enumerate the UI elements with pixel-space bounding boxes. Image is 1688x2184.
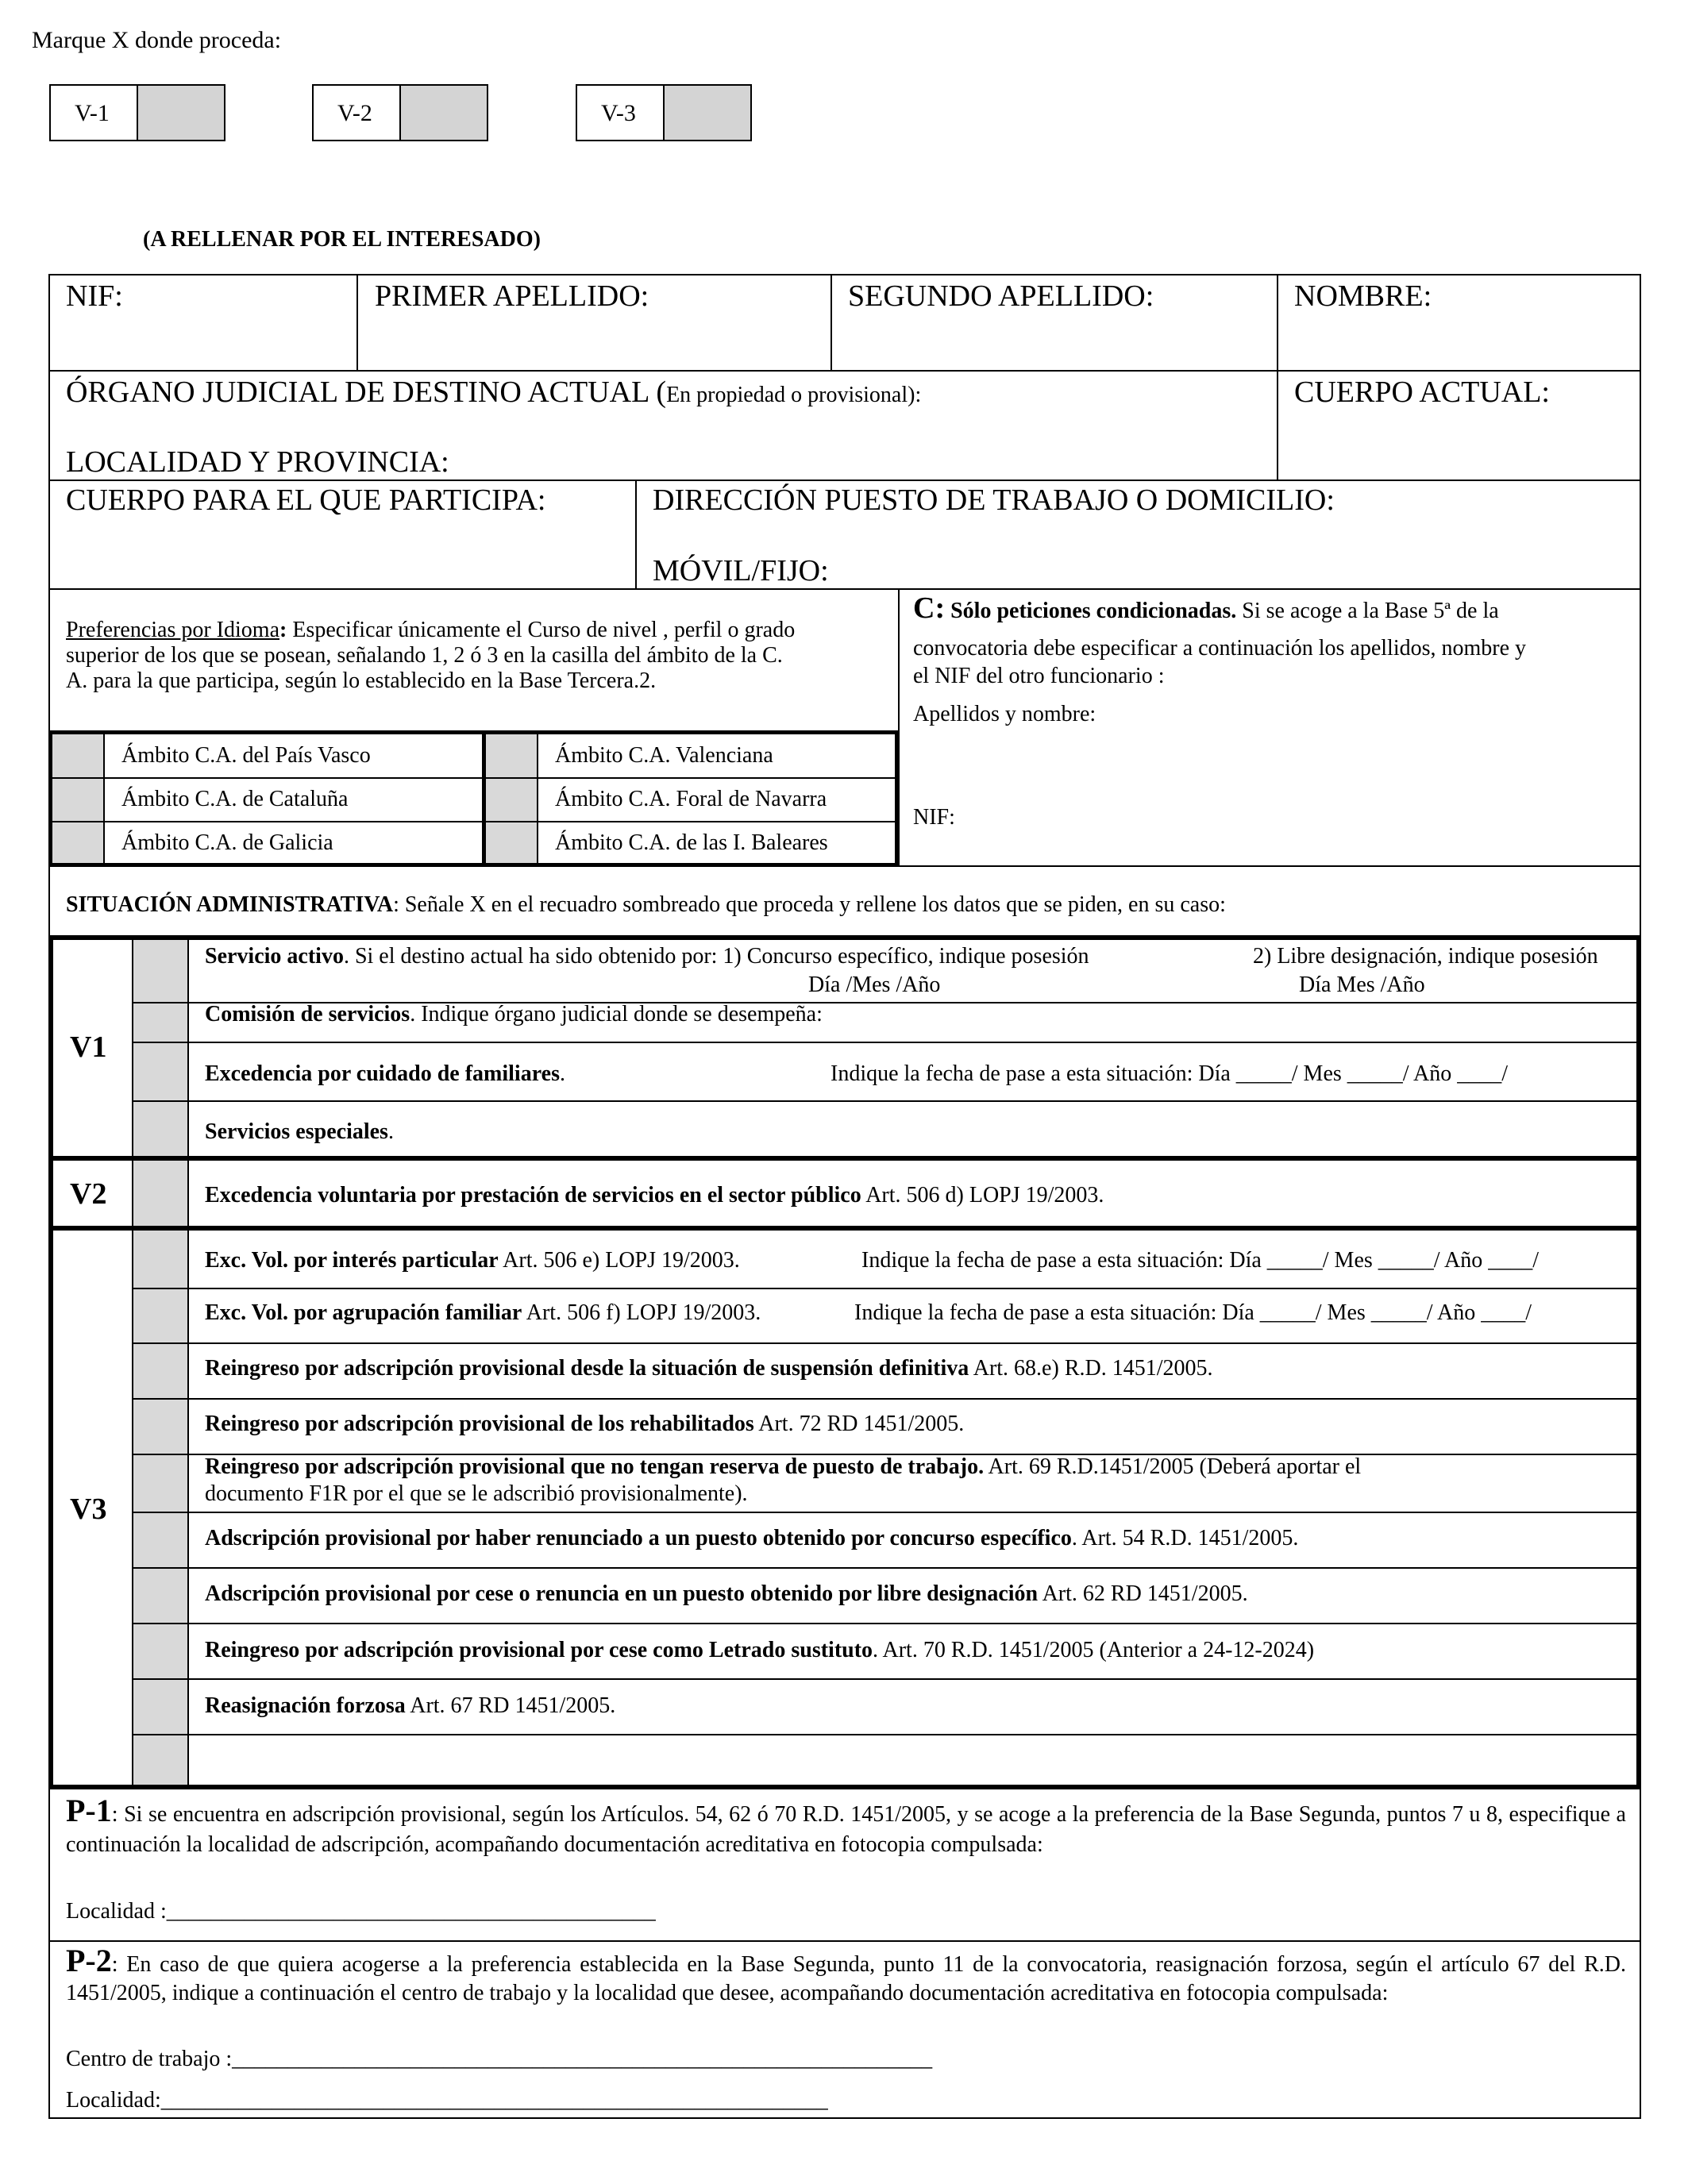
v3-box-empty[interactable] [133, 1735, 187, 1785]
v3-box-sin-reserva[interactable] [133, 1455, 187, 1512]
v3-row4-bold: Reingreso por adscripción provisional que no tengan reserva de puesto de trabajo. [205, 1454, 985, 1479]
v2-bold: Excedencia voluntaria por prestación de servicios en el sector público [205, 1183, 861, 1208]
cuerpo-participa-field[interactable]: CUERPO PARA EL QUE PARTICIPA: [66, 483, 546, 517]
checkbox-v1[interactable] [49, 84, 225, 141]
v3-row-agrupacion-familiar [205, 1300, 761, 1326]
v1-libre-designacion: 2) Libre designación, indique posesión [1253, 944, 1598, 969]
condicionadas-nif-field[interactable]: NIF: [913, 805, 955, 830]
v1-box-comision[interactable] [133, 1003, 187, 1042]
idioma-box-cataluna[interactable] [52, 779, 103, 821]
v3-box-concurso-especifico[interactable] [133, 1513, 187, 1567]
v1-servicio-bold: Servicio activo [205, 944, 344, 969]
v3-row2-text: Art. 68.e) R.D. 1451/2005. [969, 1356, 1213, 1381]
v3-row5-text: . Art. 54 R.D. 1451/2005. [1071, 1526, 1299, 1550]
v3-row-concurso-especifico [205, 1526, 1298, 1551]
instruction-text: Marque X donde proceda: [32, 27, 282, 53]
checkbox-v1-box[interactable] [138, 86, 224, 140]
ambito-navarra: Ámbito C.A. Foral de Navarra [555, 787, 827, 811]
v3-row1-fecha[interactable]: Indique la fecha de pase a esta situación: Día _____/ Mes _____/ Año ____/ [854, 1300, 1532, 1325]
v3-row0-bold: Exc. Vol. por interés particular [205, 1248, 499, 1273]
primer-apellido-field[interactable]: PRIMER APELLIDO: [375, 279, 649, 313]
idioma-box-pais-vasco[interactable] [52, 734, 103, 777]
condicionadas-text2: convocatoria debe especificar a continuación los apellidos, nombre y [913, 636, 1527, 661]
v3-row-interes-particular [205, 1248, 740, 1273]
v3-row-sin-reserva [205, 1454, 1361, 1480]
v1-especiales-bold: Servicios especiales [205, 1119, 388, 1144]
v1-label: V1 [70, 1030, 107, 1064]
checkbox-v3-label: V-3 [577, 86, 665, 140]
p2-text [66, 1943, 1626, 2008]
condicionadas-title: Sólo peticiones condicionadas. [945, 599, 1237, 623]
checkbox-v3[interactable] [576, 84, 752, 141]
ambito-galicia: Ámbito C.A. de Galicia [121, 830, 333, 855]
v1-box-servicio-activo[interactable] [133, 940, 187, 1002]
v1-excedencia [205, 1061, 565, 1087]
ambito-valenciana: Ámbito C.A. Valenciana [555, 743, 773, 768]
checkbox-v2-box[interactable] [401, 86, 487, 140]
v3-row1-bold: Exc. Vol. por agrupación familiar [205, 1300, 522, 1325]
organo-field[interactable] [66, 376, 921, 410]
v3-box-reasignacion[interactable] [133, 1680, 187, 1734]
organo-note: En propiedad o provisional): [666, 383, 922, 407]
v3-row2-bold: Reingreso por adscripción provisional desde la situación de suspensión definitiva [205, 1356, 969, 1381]
condicionadas-apellidos-field[interactable]: Apellidos y nombre: [913, 702, 1096, 726]
checkbox-v3-box[interactable] [665, 86, 750, 140]
v1-servicio-text: . Si el destino actual ha sido obtenido por: 1) Concurso específico, indique posesión [343, 944, 1089, 969]
v3-row-suspension [205, 1356, 1213, 1381]
v3-row4-text2: documento F1R por el que se le adscribió provisionalmente). [205, 1481, 748, 1506]
p2-localidad-field[interactable]: Localidad:____________________________________________________________ [66, 2088, 828, 2113]
v3-box-suspension[interactable] [133, 1344, 187, 1398]
v3-row7-text: . Art. 70 R.D. 1451/2005 (Anterior a 24-12-2024) [873, 1638, 1315, 1662]
v3-label: V3 [70, 1493, 107, 1526]
idioma-text1: Especificar únicamente el Curso de nivel , perfil o grado [287, 618, 796, 642]
idioma-box-baleares[interactable] [486, 822, 537, 863]
v2-box[interactable] [133, 1161, 187, 1226]
v3-box-rehabilitados[interactable] [133, 1400, 187, 1454]
segundo-apellido-field[interactable]: SEGUNDO APELLIDO: [848, 279, 1154, 313]
organo-label: ÓRGANO JUDICIAL DE DESTINO ACTUAL ( [66, 376, 667, 409]
ambito-cataluna: Ámbito C.A. de Cataluña [121, 787, 349, 811]
v2-text: Art. 506 d) LOPJ 19/2003. [861, 1183, 1104, 1208]
p2-centro-field[interactable]: Centro de trabajo :_______________________________________________________________ [66, 2047, 933, 2071]
p1-localidad-field[interactable]: Localidad :____________________________________________ [66, 1899, 656, 1924]
condicionadas-heading [913, 591, 1499, 626]
p1-label: P-1 [66, 1793, 112, 1828]
movil-field[interactable]: MÓVIL/FIJO: [653, 554, 829, 587]
ambito-baleares: Ámbito C.A. de las I. Baleares [555, 830, 828, 855]
v1-comision [205, 1002, 823, 1027]
fill-note: (A RELLENAR POR EL INTERESADO) [143, 227, 541, 252]
idioma-colon: : [279, 618, 287, 642]
v1-excedencia-text: . [559, 1061, 565, 1086]
v1-excedencia-bold: Excedencia por cuidado de familiares [205, 1061, 560, 1086]
p1-body: : Si se encuentra en adscripción provisional, según los Artículos. 54, 62 ó 70 R.D. 1451/2005, y se acoge a la preferencia de la Base Segunda, puntos 7 u 8, especifique a continuación la localidad de adscripción, acompañando documentación acreditativa en fotocopia compulsada: [66, 1802, 1626, 1857]
ambito-pais-vasco: Ámbito C.A. del País Vasco [121, 743, 371, 768]
condicionadas-text1: Si se acoge a la Base 5ª de la [1236, 599, 1499, 623]
idioma-box-navarra[interactable] [486, 779, 537, 821]
idioma-text3: A. para la que participa, según lo establecido en la Base Tercera.2. [66, 668, 657, 694]
situacion-heading [66, 892, 1226, 918]
v1-box-especiales[interactable] [133, 1102, 187, 1156]
v1-comision-bold: Comisión de servicios [205, 1002, 410, 1027]
v3-row8-text: Art. 67 RD 1451/2005. [405, 1693, 616, 1718]
v3-row-rehabilitados [205, 1412, 964, 1437]
v2-excedencia-voluntaria [205, 1183, 1104, 1208]
v3-row6-text: Art. 62 RD 1451/2005. [1038, 1581, 1248, 1606]
v3-row0-text: Art. 506 e) LOPJ 19/2003. [498, 1248, 740, 1273]
cuerpo-actual-field[interactable]: CUERPO ACTUAL: [1294, 376, 1550, 409]
p2-label: P-2 [66, 1943, 112, 1978]
v2-label: V2 [70, 1177, 107, 1211]
v3-box-agrupacion-familiar[interactable] [133, 1289, 187, 1342]
v3-row-libre-designacion [205, 1581, 1248, 1607]
v1-comision-text: . Indique órgano judicial donde se desempeña: [410, 1002, 823, 1027]
idioma-title: Preferencias por Idioma [66, 618, 279, 642]
situacion-text: : Señale X en el recuadro sombreado que proceda y rellene los datos que se piden, en su caso: [393, 892, 1226, 917]
v3-row7-bold: Reingreso por adscripción provisional por cese como Letrado sustituto [205, 1638, 873, 1662]
p2-body: : En caso de que quiera acogerse a la preferencia establecida en la Base Segunda, punto 11 de la convocatoria, reasignación forzosa, según el artículo 67 del R.D. 1451/2005, indique a continuación el centro de trabajo y la localidad que desee, acompañando documentación acreditativa en fotocopia compulsada: [66, 1952, 1626, 2005]
v3-row5-bold: Adscripción provisional por haber renunciado a un puesto obtenido por concurso específico [205, 1526, 1072, 1550]
v1-especiales-text: . [387, 1119, 394, 1144]
v3-row0-fecha[interactable]: Indique la fecha de pase a esta situación: Día _____/ Mes _____/ Año ____/ [861, 1248, 1540, 1273]
v1-excedencia-fecha[interactable]: Indique la fecha de pase a esta situación: Día _____/ Mes _____/ Año ____/ [831, 1061, 1509, 1086]
condicionadas-letter: C: [913, 591, 946, 625]
v3-row3-bold: Reingreso por adscripción provisional de los rehabilitados [205, 1412, 754, 1436]
v1-especiales [205, 1119, 394, 1145]
idioma-text2: superior de los que se posean, señalando 1, 2 ó 3 en la casilla del ámbito de la C. [66, 643, 783, 668]
v3-row3-text: Art. 72 RD 1451/2005. [753, 1412, 965, 1436]
nombre-field[interactable]: NOMBRE: [1294, 279, 1432, 313]
v3-box-letrado-sustituto[interactable] [133, 1624, 187, 1678]
v1-servicio-activo [205, 944, 1089, 969]
v3-box-interes-particular[interactable] [133, 1231, 187, 1288]
checkbox-v2-label: V-2 [314, 86, 401, 140]
condicionadas-text3: el NIF del otro funcionario : [913, 664, 1165, 688]
idioma-instructions [66, 618, 892, 695]
p1-text [66, 1793, 1626, 1860]
idioma-box-galicia[interactable] [52, 822, 103, 863]
v1-fecha-libre[interactable]: Día Mes /Año [1299, 973, 1425, 997]
v1-fecha-concurso[interactable]: Día /Mes /Año [808, 973, 941, 997]
v1-box-excedencia[interactable] [133, 1043, 187, 1100]
v3-row1-text: Art. 506 f) LOPJ 19/2003. [522, 1300, 761, 1325]
idioma-box-valenciana[interactable] [486, 734, 537, 777]
localidad-field[interactable]: LOCALIDAD Y PROVINCIA: [66, 445, 449, 479]
v3-row4-text: Art. 69 R.D.1451/2005 (Deberá aportar el [984, 1454, 1362, 1479]
direccion-field[interactable]: DIRECCIÓN PUESTO DE TRABAJO O DOMICILIO: [653, 483, 1335, 517]
v3-row8-bold: Reasignación forzosa [205, 1693, 406, 1718]
v3-box-libre-designacion[interactable] [133, 1569, 187, 1623]
v3-row6-bold: Adscripción provisional por cese o renuncia en un puesto obtenido por libre designación [205, 1581, 1039, 1606]
v3-row-letrado-sustituto [205, 1638, 1314, 1663]
situacion-title: SITUACIÓN ADMINISTRATIVA [66, 892, 394, 917]
checkbox-v2[interactable] [312, 84, 488, 141]
checkbox-v1-label: V-1 [51, 86, 138, 140]
nif-field[interactable]: NIF: [66, 279, 123, 313]
v3-row-reasignacion [205, 1693, 615, 1719]
